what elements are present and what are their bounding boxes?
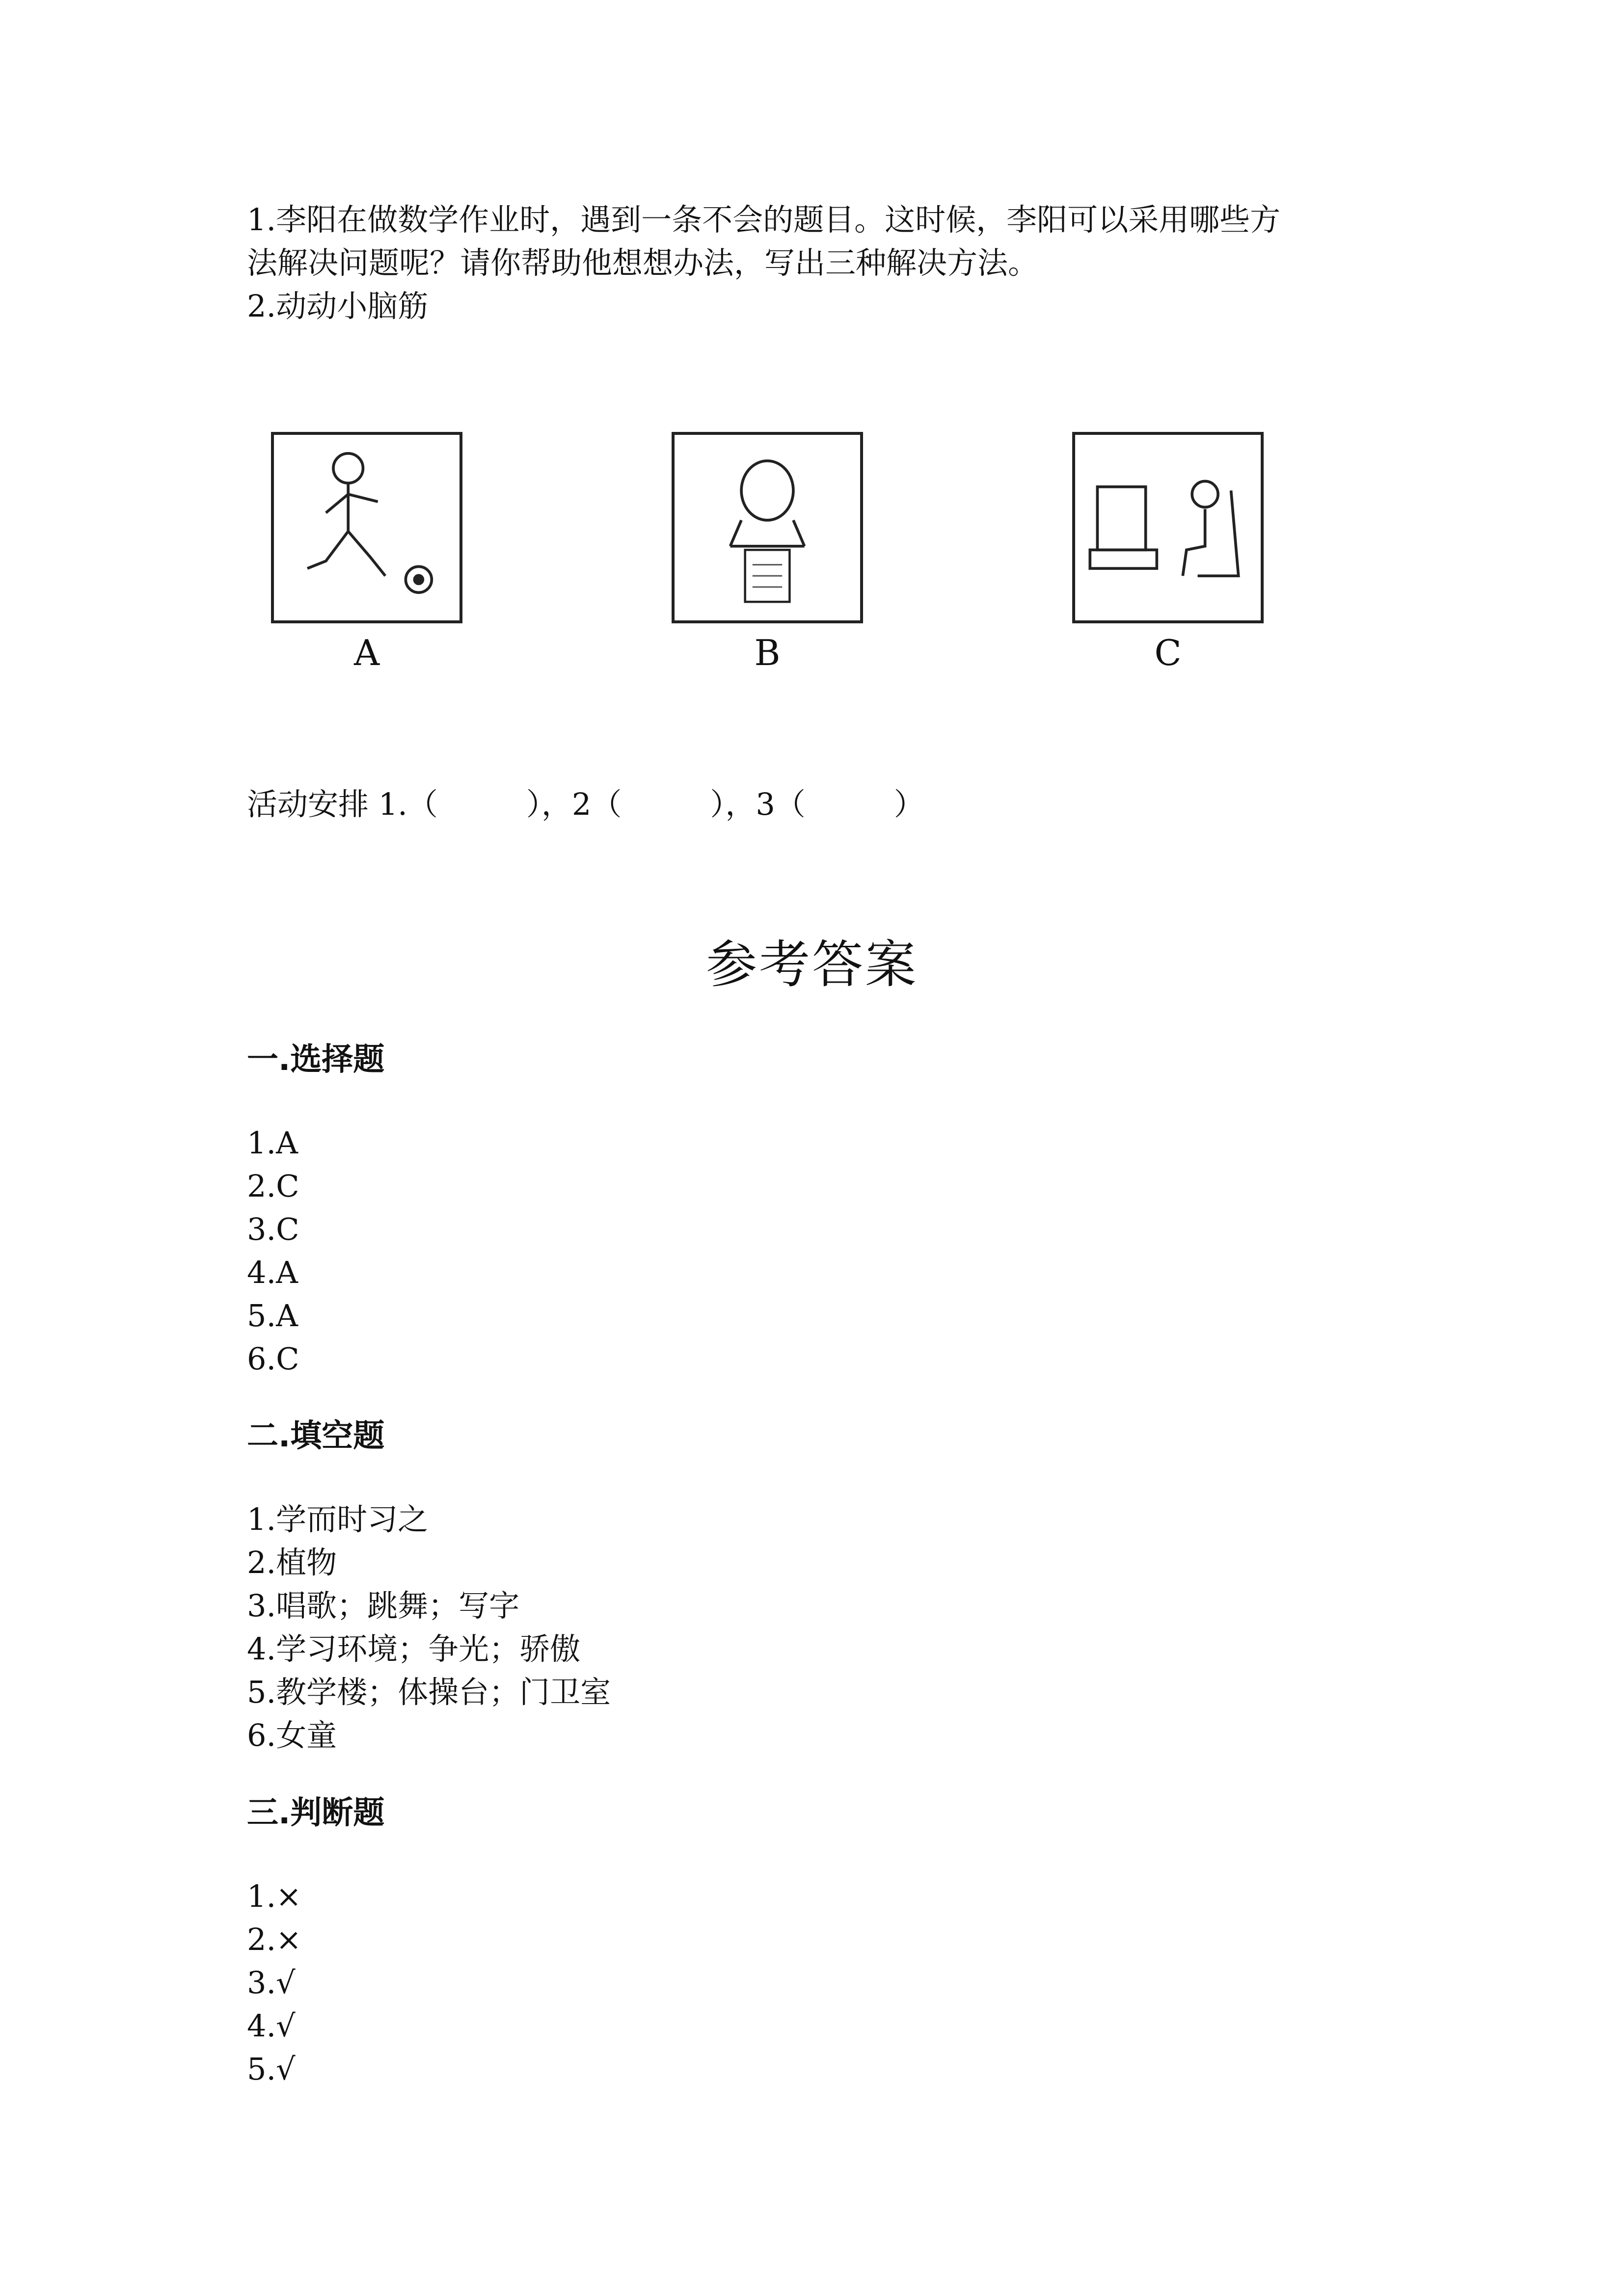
question-1-line-2: 法解决问题呢？请你帮助他想想办法，写出三种解决方法。: [247, 245, 1039, 281]
section-heading-true-false: 三.判断题: [247, 1795, 385, 1831]
question-1-line-1: 1.李阳在做数学作业时，遇到一条不会的题目。这时候，李阳可以采用哪些方: [247, 202, 1281, 238]
answer-item: 1.×: [247, 1878, 302, 1914]
answer-item: 1.学而时习之: [247, 1501, 429, 1537]
answer-item: 5.√: [247, 2051, 296, 2087]
picture-c-label: C: [1154, 632, 1182, 673]
answer-item: 6.C: [247, 1341, 299, 1377]
picture-a: [271, 432, 462, 623]
answer-item: 1.A: [247, 1125, 298, 1161]
answer-item: 2.植物: [247, 1545, 337, 1580]
answer-item: 5.教学楼；体操台；门卫室: [247, 1674, 611, 1710]
picture-c: [1072, 432, 1264, 623]
answer-item: 4.学习环境；争光；骄傲: [247, 1631, 581, 1667]
answer-item: 3.唱歌；跳舞；写字: [247, 1588, 520, 1624]
activity-arrangement: 活动安排 1.（ ），2（ ），3（ ）: [247, 786, 924, 822]
answer-item: 2.C: [247, 1168, 299, 1204]
answer-key-title: 参考答案: [705, 934, 918, 994]
answer-item: 6.女童: [247, 1717, 337, 1753]
answer-item: 5.A: [247, 1298, 298, 1334]
answer-item: 3.C: [247, 1211, 299, 1247]
picture-b-label: B: [754, 632, 781, 673]
picture-b: [672, 432, 863, 623]
answer-item: 4.√: [247, 2008, 296, 2044]
boy-kicking-ball-icon: [274, 435, 460, 620]
section-heading-fill-blank: 二.填空题: [247, 1418, 385, 1454]
picture-a-label: A: [354, 632, 379, 673]
question-2: 2.动动小脑筋: [247, 288, 429, 324]
boy-watching-tv-icon: [1075, 435, 1261, 620]
answer-item: 3.√: [247, 1965, 296, 2001]
section-heading-choice: 一.选择题: [247, 1041, 385, 1078]
answer-item: 4.A: [247, 1255, 298, 1290]
answer-item: 2.×: [247, 1922, 302, 1957]
boy-writing-homework-icon: [675, 435, 860, 620]
